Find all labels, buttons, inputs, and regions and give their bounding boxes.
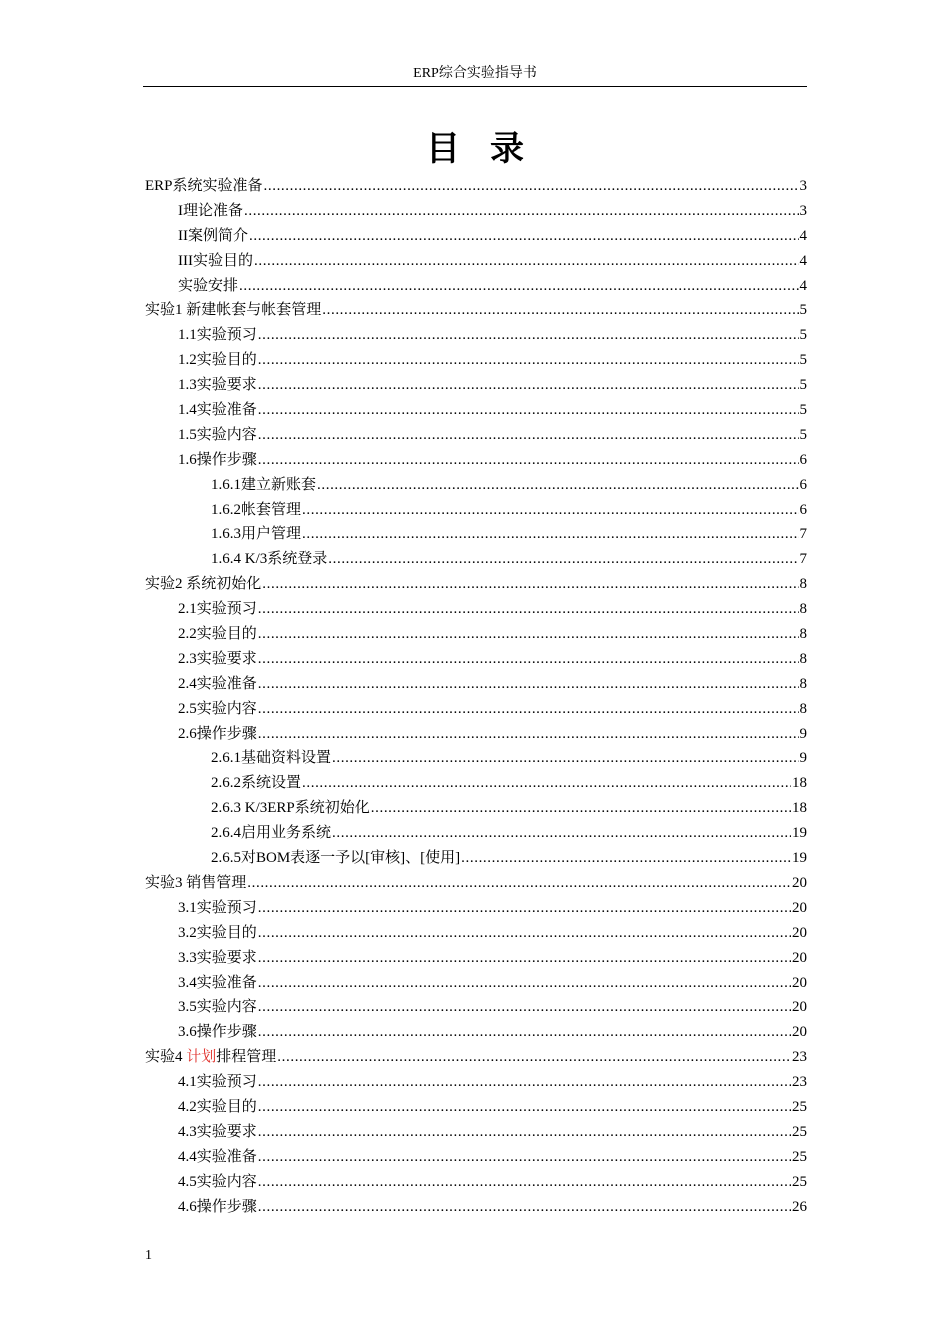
toc-entry[interactable] bbox=[143, 821, 807, 846]
toc-entry-label: 实验3 销售管理 bbox=[145, 874, 247, 891]
toc-entry-page: 8 bbox=[799, 601, 807, 618]
toc-leader-dots bbox=[258, 672, 799, 697]
toc-entry[interactable] bbox=[143, 224, 807, 249]
toc-entry-page: 7 bbox=[799, 526, 807, 543]
toc-leader-dots bbox=[254, 249, 799, 274]
toc-leader-dots bbox=[332, 746, 798, 771]
toc-entry-label: 4.4实验准备 bbox=[178, 1148, 257, 1165]
toc-entry-page: 18 bbox=[792, 775, 807, 792]
toc-entry[interactable] bbox=[143, 921, 807, 946]
toc-entry[interactable] bbox=[143, 522, 807, 547]
toc-entry[interactable] bbox=[143, 946, 807, 971]
toc-leader-dots bbox=[258, 373, 799, 398]
toc-entry-page: 25 bbox=[792, 1173, 807, 1190]
toc-entry-label: 实验安排 bbox=[178, 277, 239, 294]
toc-leader-dots bbox=[258, 896, 791, 921]
toc-leader-dots bbox=[258, 1020, 791, 1045]
toc-entry-label: 3.5实验内容 bbox=[178, 999, 257, 1016]
toc-entry[interactable] bbox=[143, 423, 807, 448]
toc-entry-label: 2.2实验目的 bbox=[178, 626, 257, 643]
toc-leader-dots bbox=[258, 398, 799, 423]
toc-entry-page: 5 bbox=[799, 377, 807, 394]
toc-entry-label: 4.1实验预习 bbox=[178, 1074, 257, 1091]
toc-entry-page: 9 bbox=[799, 750, 807, 767]
toc-entry[interactable] bbox=[143, 348, 807, 373]
toc-entry-page: 8 bbox=[799, 650, 807, 667]
toc-entry-label: 2.6.3 K/3ERP系统初始化 bbox=[211, 800, 370, 817]
toc-entry[interactable] bbox=[143, 1195, 807, 1220]
toc-entry-page: 7 bbox=[799, 551, 807, 568]
toc-entry-label: I理论准备 bbox=[178, 202, 243, 219]
toc-entry-label: 2.6.4启用业务系统 bbox=[211, 825, 332, 842]
toc-leader-dots bbox=[277, 1045, 791, 1070]
toc-entry[interactable] bbox=[143, 373, 807, 398]
toc-entry-page: 6 bbox=[799, 451, 807, 468]
toc-entry-page: 4 bbox=[799, 277, 807, 294]
toc-leader-dots bbox=[258, 448, 799, 473]
toc-entry[interactable] bbox=[143, 1145, 807, 1170]
toc-entry-page: 4 bbox=[799, 252, 807, 269]
toc-leader-dots bbox=[247, 871, 791, 896]
toc-entry[interactable] bbox=[143, 647, 807, 672]
toc-leader-dots bbox=[258, 1120, 791, 1145]
toc-entry[interactable] bbox=[143, 323, 807, 348]
toc-entry[interactable] bbox=[143, 547, 807, 572]
toc-leader-dots bbox=[371, 796, 791, 821]
toc-entry-page: 4 bbox=[799, 227, 807, 244]
toc-entry-page: 25 bbox=[792, 1123, 807, 1140]
toc-entry-label: 实验2 系统初始化 bbox=[145, 576, 262, 593]
toc-leader-dots bbox=[258, 1195, 791, 1220]
toc-leader-dots bbox=[258, 348, 799, 373]
toc-entry-label: 3.2实验目的 bbox=[178, 924, 257, 941]
toc-entry-page: 20 bbox=[792, 874, 807, 891]
toc-leader-dots bbox=[258, 995, 791, 1020]
toc-leader-dots bbox=[332, 821, 791, 846]
toc-entry-page: 20 bbox=[792, 899, 807, 916]
toc-entry-page: 20 bbox=[792, 999, 807, 1016]
toc-entry[interactable] bbox=[143, 896, 807, 921]
toc-entry-label: 2.4实验准备 bbox=[178, 675, 257, 692]
toc-entry-label: 2.6.1基础资料设置 bbox=[211, 750, 332, 767]
toc-entry-page: 19 bbox=[792, 825, 807, 842]
toc-entry-page: 23 bbox=[792, 1074, 807, 1091]
toc-leader-dots bbox=[264, 174, 799, 199]
toc-leader-dots bbox=[258, 1070, 791, 1095]
toc-leader-dots bbox=[239, 274, 798, 299]
toc-entry-page: 20 bbox=[792, 949, 807, 966]
toc-entry[interactable] bbox=[143, 199, 807, 224]
toc-leader-dots bbox=[258, 423, 799, 448]
toc-leader-dots bbox=[258, 323, 799, 348]
toc-entry[interactable] bbox=[143, 697, 807, 722]
toc-entry-label: 1.3实验要求 bbox=[178, 377, 257, 394]
toc-entry-label: III实验目的 bbox=[178, 252, 253, 269]
toc-leader-dots bbox=[258, 1095, 791, 1120]
toc-entry-label: 1.6.3用户管理 bbox=[211, 526, 302, 543]
toc-leader-dots bbox=[258, 921, 791, 946]
header-rule bbox=[143, 86, 807, 87]
toc-entry-page: 5 bbox=[799, 402, 807, 419]
toc-entry[interactable] bbox=[143, 398, 807, 423]
toc-entry-label: 2.6操作步骤 bbox=[178, 725, 257, 742]
toc-entry-label: 4.2实验目的 bbox=[178, 1098, 257, 1115]
toc-entry-label-prefix: 实验4 bbox=[145, 1049, 187, 1066]
toc-entry[interactable] bbox=[143, 597, 807, 622]
toc-entry[interactable] bbox=[143, 771, 807, 796]
toc-entry[interactable] bbox=[143, 572, 807, 597]
toc-entry[interactable] bbox=[143, 971, 807, 996]
toc-entry[interactable] bbox=[143, 846, 807, 871]
toc-leader-dots bbox=[258, 971, 791, 996]
toc-entry[interactable] bbox=[143, 1020, 807, 1045]
toc-leader-dots bbox=[322, 298, 798, 323]
toc-entry-page: 5 bbox=[799, 327, 807, 344]
toc-entry[interactable] bbox=[143, 1170, 807, 1195]
toc-leader-dots bbox=[258, 697, 799, 722]
toc-entry[interactable] bbox=[143, 249, 807, 274]
toc-entry-page: 20 bbox=[792, 974, 807, 991]
toc-leader-dots bbox=[258, 1170, 791, 1195]
toc-entry-page: 25 bbox=[792, 1148, 807, 1165]
toc-entry[interactable] bbox=[143, 448, 807, 473]
toc-entry[interactable] bbox=[143, 995, 807, 1020]
toc-entry[interactable] bbox=[143, 174, 807, 199]
toc-entry-label: 1.5实验内容 bbox=[178, 426, 257, 443]
toc-leader-dots bbox=[262, 572, 798, 597]
toc-entry-label: 2.5实验内容 bbox=[178, 700, 257, 717]
toc-entry-label: 1.6.2帐套管理 bbox=[211, 501, 302, 518]
toc-entry[interactable] bbox=[143, 1045, 807, 1070]
toc-entry-label: 2.6.5对BOM表逐一予以[审核]、[使用] bbox=[211, 850, 461, 867]
toc-entry[interactable] bbox=[143, 746, 807, 771]
toc-entry-page: 8 bbox=[799, 626, 807, 643]
running-header: ERP综合实验指导书 bbox=[413, 66, 537, 81]
toc-entry[interactable] bbox=[143, 871, 807, 896]
toc-entry-page: 25 bbox=[792, 1098, 807, 1115]
toc-entry-page: 5 bbox=[799, 352, 807, 369]
toc-entry-page: 8 bbox=[799, 700, 807, 717]
toc-title: 目录 bbox=[426, 131, 554, 168]
toc-entry-page: 8 bbox=[799, 576, 807, 593]
toc-entry-label-suffix: 排程管理 bbox=[216, 1049, 277, 1066]
toc-entry-page: 19 bbox=[792, 850, 807, 867]
toc-entry-label: 1.6.4 K/3系统登录 bbox=[211, 551, 328, 568]
toc-entry[interactable] bbox=[143, 274, 807, 299]
page-number: 1 bbox=[145, 1248, 152, 1263]
toc-entry-label: 3.6操作步骤 bbox=[178, 1024, 257, 1041]
toc-entry[interactable] bbox=[143, 622, 807, 647]
toc-entry-label: 3.3实验要求 bbox=[178, 949, 257, 966]
toc-entry-page: 20 bbox=[792, 924, 807, 941]
toc-entry-label-highlight: 计划 bbox=[186, 1049, 217, 1066]
toc-entry[interactable] bbox=[143, 722, 807, 747]
toc-entry-page: 3 bbox=[799, 202, 807, 219]
toc-entry-page: 20 bbox=[792, 1024, 807, 1041]
toc-entry-page: 6 bbox=[799, 501, 807, 518]
toc-leader-dots bbox=[461, 846, 791, 871]
toc-entry-label: 1.1实验预习 bbox=[178, 327, 257, 344]
toc-entry-page: 9 bbox=[799, 725, 807, 742]
toc-entry-page: 5 bbox=[799, 426, 807, 443]
toc-leader-dots bbox=[258, 647, 799, 672]
toc-leader-dots bbox=[302, 522, 798, 547]
toc-entry-label: 3.4实验准备 bbox=[178, 974, 257, 991]
toc-entry[interactable] bbox=[143, 796, 807, 821]
toc-entry-page: 23 bbox=[792, 1049, 807, 1066]
toc-entry-label: 1.6操作步骤 bbox=[178, 451, 257, 468]
toc-leader-dots bbox=[317, 473, 798, 498]
toc-entry-label: ERP系统实验准备 bbox=[145, 178, 263, 194]
table-of-contents bbox=[143, 174, 807, 1219]
toc-entry-label: 2.3实验要求 bbox=[178, 650, 257, 667]
toc-entry-label: 1.2实验目的 bbox=[178, 352, 257, 369]
toc-leader-dots bbox=[244, 199, 799, 224]
toc-entry-label: 2.6.2系统设置 bbox=[211, 775, 302, 792]
toc-entry-label: II案例简介 bbox=[178, 227, 248, 244]
toc-leader-dots bbox=[302, 498, 798, 523]
toc-leader-dots bbox=[258, 597, 799, 622]
toc-entry-label: 4.5实验内容 bbox=[178, 1173, 257, 1190]
toc-leader-dots bbox=[258, 622, 799, 647]
toc-leader-dots bbox=[302, 771, 791, 796]
toc-entry-page: 18 bbox=[792, 800, 807, 817]
toc-entry-label: 1.4实验准备 bbox=[178, 402, 257, 419]
toc-entry-label: 实验1 新建帐套与帐套管理 bbox=[145, 302, 322, 319]
toc-entry[interactable] bbox=[143, 498, 807, 523]
toc-entry-page: 26 bbox=[792, 1198, 807, 1215]
toc-leader-dots bbox=[258, 946, 791, 971]
toc-entry[interactable] bbox=[143, 1120, 807, 1145]
toc-entry-label: 1.6.1建立新账套 bbox=[211, 476, 317, 493]
toc-leader-dots bbox=[328, 547, 798, 572]
toc-leader-dots bbox=[258, 1145, 791, 1170]
toc-entry-page: 8 bbox=[799, 675, 807, 692]
toc-entry-label: 3.1实验预习 bbox=[178, 899, 257, 916]
toc-entry[interactable] bbox=[143, 473, 807, 498]
toc-entry-page: 3 bbox=[799, 178, 807, 194]
toc-leader-dots bbox=[258, 722, 799, 747]
toc-entry[interactable] bbox=[143, 672, 807, 697]
toc-leader-dots bbox=[249, 224, 799, 249]
toc-entry-label bbox=[145, 1045, 276, 1070]
toc-entry-label: 2.1实验预习 bbox=[178, 601, 257, 618]
toc-entry[interactable] bbox=[143, 1070, 807, 1095]
toc-entry[interactable] bbox=[143, 298, 807, 323]
toc-entry-page: 6 bbox=[799, 476, 807, 493]
toc-entry[interactable] bbox=[143, 1095, 807, 1120]
toc-entry-label: 4.6操作步骤 bbox=[178, 1198, 257, 1215]
toc-entry-page: 5 bbox=[799, 302, 807, 319]
toc-entry-label: 4.3实验要求 bbox=[178, 1123, 257, 1140]
